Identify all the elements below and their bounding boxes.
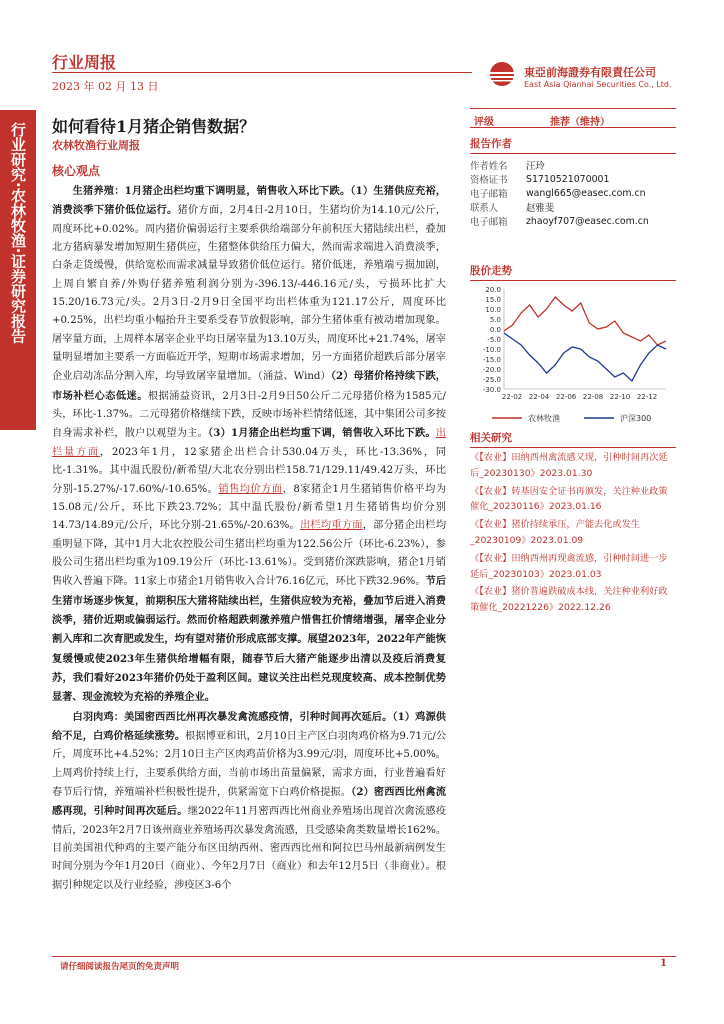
pig-point-3b: ，8家猪企1月生猪销售价格平均为15.08元/公斤，环比下跌23.72%；其中温氏股份/新希望1月生猪销售均价分别14.73/14.89元/公斤，环比分别-21.65%/-20.63%。: [52, 483, 447, 532]
table-row: [470, 200, 676, 214]
author-key: 电子邮箱: [470, 189, 508, 200]
pig-point-3a: ，2023年1月，12家猪企出栏合计530.04万头，环比-13.36%，同比-1.31%。其中温氏股份/新希望/大北农分别出栏158.71/129.11/49.42万头，环比分别-15.27%/-17.60%/-10.65%。: [52, 446, 446, 495]
y-tick-label: -30.0: [482, 386, 501, 394]
x-tick-label: 22-02: [501, 393, 523, 401]
table-row: [470, 172, 676, 186]
pig-point-2: 根据涌益资讯，2月3日-2月9日50公斤二元母猪价格为1585元/头，环比-1.37%。二元母猪价格继续下跌，反映市场补栏情绪低迷，其中集团公司多按自身需求补栏，散户以观望为主。: [52, 390, 446, 440]
weight-link[interactable]: 出栏均重方面: [300, 520, 363, 532]
related-link[interactable]: 《【农业】猪价持续承压，产能去化或发生_20230109》2023.01.09: [470, 519, 640, 546]
x-tick-label: 22-10: [609, 393, 631, 401]
related-item[interactable]: [470, 517, 676, 549]
page-title: 如何看待1月猪企销售数据？: [52, 117, 256, 136]
y-tick-label: -10.0: [482, 346, 501, 354]
legend-label: 沪深300: [620, 414, 652, 423]
broiler-point-2-heading: （2）密西西比州禽流感再现，引种时间再次延后。: [52, 786, 446, 818]
related-item[interactable]: [470, 450, 676, 482]
core-heading: 核心观点: [52, 164, 101, 178]
company-logo-icon: [484, 60, 520, 88]
authors-section: [470, 136, 676, 228]
page-number: 1: [660, 958, 667, 969]
related-item[interactable]: [470, 584, 676, 616]
author-key: 资格证书: [470, 175, 508, 186]
y-tick-label: -5.0: [487, 336, 501, 344]
price-link[interactable]: 销售均价方面: [218, 483, 283, 495]
pig-point-1: 猪价方面，2月4日-2月10日，生猪均价为14.10元/公斤，周度环比+0.02%。周内猪价偏弱运行主要系供给端部分年前积压大猪陆续出栏，叠加北方猪病暴发增加短期生猪供应，生猪整体供给压力偏大，然而需求端进入消费淡季，白条走货缓慢，供给宽松而需求减量导致猪价低位运行。猪价低迷，养殖端亏损加剧，上周自繁自养/外购仔猪养殖利润分别为-396.13/-446.16元/头，亏损环比扩大15.20/16.73元/头。2月3日-2月9日全国平均出栏体重为121.17公斤，周度环比+0.25%，出栏均重小幅抬升主要系受春节放假影响，部分生猪体重有被动增加现象。屠宰量方面，上周样本屠宰企业平均日屠宰量为13.10万头，周度环比+21.74%，屠宰量明显增加主要系一方面临近开学，短期市场需求增加，另一方面猪价超跌后部分屠宰企业启动冻品分割入库，均导致屠宰量增加。（涌益、Wind）: [52, 205, 446, 383]
pig-outlook: 节后生猪市场逐步恢复，前期积压大猪将陆续出栏，生猪供应较为充裕，叠加节后进入消费淡季，猪价近期或偏弱运行。然而价格超跌刺激养殖户惜售扛价情绪增强，屠宰企业分割入库和二次育肥或发生，均有望对猪价形成底部支撑。展望2023年，2022年产能恢复缓慢或使2023年生猪供给增幅有限，随春节后大猪产能逐步出清以及疫后消费复苏，我们看好2023年猪价仍处于盈利区间。建议关注出栏兑现度较高、成本控制优势显著、现金流较为充裕的养殖企业。: [52, 575, 447, 704]
pig-point-3-heading: （3）1月猪企出栏均重下调，销售收入环比下跌。: [207, 427, 436, 440]
related-item[interactable]: [470, 484, 676, 516]
author-key: 联系人: [470, 203, 499, 214]
pig-point-1-heading: （1）生猪供应充裕，消费淡季下猪价低位运行。: [52, 185, 446, 217]
author-value: S1710521070001: [526, 173, 610, 185]
footer-divider: [52, 956, 676, 957]
rating-box: [470, 108, 676, 128]
pig-point-3c: ，部分猪企出栏均重明显下降，其中1月大北农控股公司生猪出栏均重为122.56公斤（环比-6.23%），参股公司生猪出栏均重为109.19公斤（环比-13.61%）。受到猪价深跌影响，猪企1月销售收入普遍下降。11家上市猪企1月销售收入合计76.16亿元，环比下跌32.96%。: [52, 520, 447, 588]
author-key: 作者姓名: [470, 161, 508, 172]
related-item[interactable]: [470, 551, 676, 583]
table-row: [470, 214, 676, 228]
x-tick-label: 22-12: [636, 393, 658, 401]
y-tick-label: 0.0: [489, 326, 501, 334]
paragraph-pig: [52, 182, 446, 708]
broiler-point-1: 根据博亚和讯，2月10日主产区白羽肉鸡价格为9.71元/公斤，周度环比+4.52%；2月10日主产区肉鸡苗价格为3.99元/羽，周度环比+5.00%。上周鸡价持续上行，主要系供给方面，当前市场出苗量偏紧，需求方面，行业普遍看好春节后行情，养殖端补栏积极性提升，供紧需宽下白鸡价格提振。: [52, 730, 447, 798]
y-tick-label: 5.0: [489, 316, 501, 324]
y-tick-label: 15.0: [485, 296, 501, 304]
y-tick-label: 20.0: [485, 286, 501, 294]
series-line-sector: [504, 297, 666, 345]
price-section: [470, 263, 676, 435]
output-link[interactable]: 出栏量方面: [52, 428, 447, 458]
author-value: 赵雅斐: [526, 203, 555, 214]
x-tick-label: 22-06: [555, 393, 577, 401]
author-key: 电子邮箱: [470, 217, 508, 228]
pig-point-2-heading: （2）母猪价格持续下跌，市场补栏心态低迷。: [52, 370, 446, 402]
related-link[interactable]: 《【农业】猪价普遍跌破成本线，关注种业利好政策催化_20221226》2022.12.26: [470, 586, 668, 614]
report-body: [52, 182, 446, 895]
sidebar-category: 行业研究·农林牧渔·证券研究报告: [0, 110, 36, 430]
header-divider: [52, 72, 472, 73]
broiler-point-1-heading: （1）鸡源供给不足，白鸡价格延续涨势。: [52, 710, 446, 742]
report-type: 行业周报: [52, 53, 117, 72]
x-tick-label: 22-08: [582, 393, 604, 401]
y-tick-label: -15.0: [482, 356, 501, 364]
authors-table: [470, 158, 676, 228]
y-tick-label: -25.0: [482, 376, 501, 384]
related-heading: 相关研究: [470, 430, 676, 448]
report-date: 2023 年 02 月 13 日: [52, 80, 159, 93]
table-row: [470, 186, 676, 200]
y-tick-label: 10.0: [485, 306, 501, 314]
broiler-point-2: 继2022年11月密西西比州商业养殖场出现首次禽流感疫情后，2023年2月7日该州商业养殖场再次暴发禽流感，且受感染禽类数量增长162%。目前美国祖代种鸡的主要产能分布区田纳西州、密西西比州和阿拉巴马州最新病例发生时间分别为今年1月20日（商业）、今年2月7日（商业）和去年12月5日（非商业）。根据引种规定以及行业经验，涉疫区3-6个: [52, 806, 447, 891]
table-row: [470, 158, 676, 172]
author-email[interactable]: zhaoyf707@easec.com.cn: [526, 215, 649, 227]
broiler-heading: 白羽肉鸡：美国密西西比州再次暴发禽流感疫情，引种时间再次延后。: [72, 710, 393, 723]
x-tick-label: 22-04: [528, 393, 550, 401]
y-tick-label: -20.0: [482, 366, 501, 374]
related-link[interactable]: 《【农业】田纳西州再现禽流感，引种时间进一步延后_20230103》2023.01.03: [470, 552, 668, 580]
company-name-en: East Asia Qianhai Securities Co., Ltd.: [524, 80, 672, 89]
related-link[interactable]: 《【农业】田纳西州禽流感又现，引种时间再次延后_20230130》2023.01.30: [470, 452, 668, 479]
related-link[interactable]: 《【农业】转基因安全证书再颁发，关注种业政策催化_20230116》2023.01.16: [470, 485, 668, 513]
authors-heading: 报告作者: [470, 136, 676, 154]
paragraph-broiler: [52, 708, 446, 895]
legend-label: 农林牧渔: [528, 414, 560, 423]
pig-heading: 生猪养殖：1月猪企出栏均重下调明显，销售收入环比下跌。: [72, 185, 351, 197]
price-heading: 股价走势: [470, 263, 676, 281]
company-name-cn: 東亞前海證券有限責任公司: [524, 66, 656, 79]
page-subtitle: 农林牧渔行业周报: [52, 139, 140, 152]
author-value: 汪玲: [526, 161, 545, 172]
footer-disclaimer[interactable]: 请仔细阅读报告尾页的免责声明: [60, 962, 180, 972]
rating-label: 评级: [474, 117, 494, 128]
author-email[interactable]: wangl665@easec.com.cn: [526, 187, 646, 199]
related-section: [470, 430, 676, 616]
price-chart: [470, 281, 676, 431]
rating-value: 推荐（维持）: [550, 117, 610, 128]
